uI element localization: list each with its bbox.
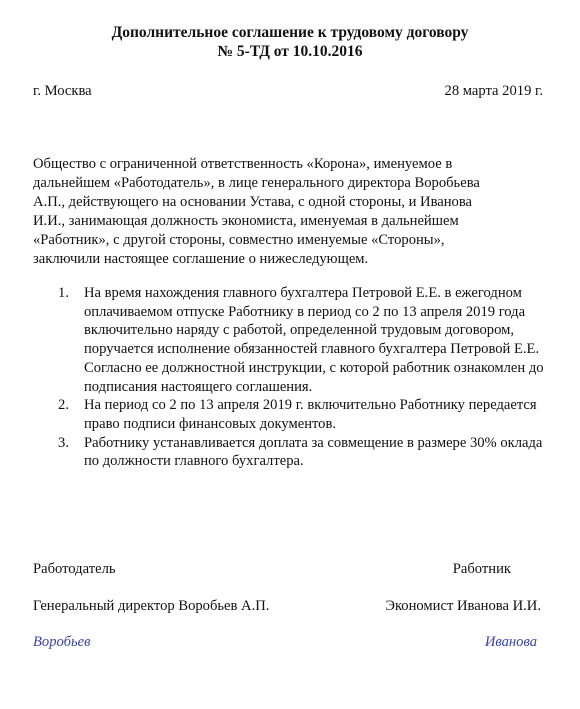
document-number: № 5-ТД от 10.10.2016: [217, 43, 363, 60]
employee-name: Экономист Иванова И.И.: [385, 598, 541, 614]
clause-number: 1.: [58, 285, 69, 301]
clause-number: 3.: [58, 434, 69, 451]
clause-text: Работнику устанавливается доплата за совмещение в размере 30% оклада по должности главного бухгалтера.: [84, 434, 543, 470]
employee-label: Работник: [452, 561, 511, 577]
clause-number: 2.: [58, 397, 69, 414]
list-item: [33, 396, 545, 433]
employer-label: Работодатель: [33, 561, 116, 577]
employer-signature: Воробьев: [33, 634, 91, 650]
document-date: 28 марта 2019 г.: [444, 83, 543, 99]
list-item: [33, 434, 545, 471]
list-item: [33, 284, 545, 396]
place-of-signing: г. Москва: [33, 83, 92, 99]
clause-text: На период со 2 по 13 апреля 2019 г. включительно Работнику передается право подписи финансовых документов.: [84, 397, 537, 432]
employer-name: Генеральный директор Воробьев А.П.: [33, 598, 270, 614]
employee-signature: Иванова: [484, 634, 537, 650]
preamble-paragraph: Общество с ограниченной ответственность «Корона», именуемое в дальнейшем «Работодатель», в лице генерального директора Воробьева А.П., действующего на основании Устава, с одной стороны, и Иванова И.И., занимающая должность экономиста, именуемая в дальнейшем «Работник», с другой стороны, совместно именуемые «Стороны», заключили настоящее соглашение о нижеследующем.: [33, 156, 480, 267]
clauses-list: [33, 284, 545, 471]
document-title: Дополнительное соглашение к трудовому договору: [111, 24, 469, 41]
clause-text: На время нахождения главного бухгалтера Петровой Е.Е. в ежегодном оплачиваемом отпуске Работнику в период со 2 по 13 апреля 2019 года включительно наряду с работой, определенной трудовым договором, поручается исполнение обязанностей главного бухгалтера Петровой Е.Е. Согласно ее должностной инструкции, с которой работник ознакомлен до подписания настоящего соглашения.: [84, 285, 544, 395]
